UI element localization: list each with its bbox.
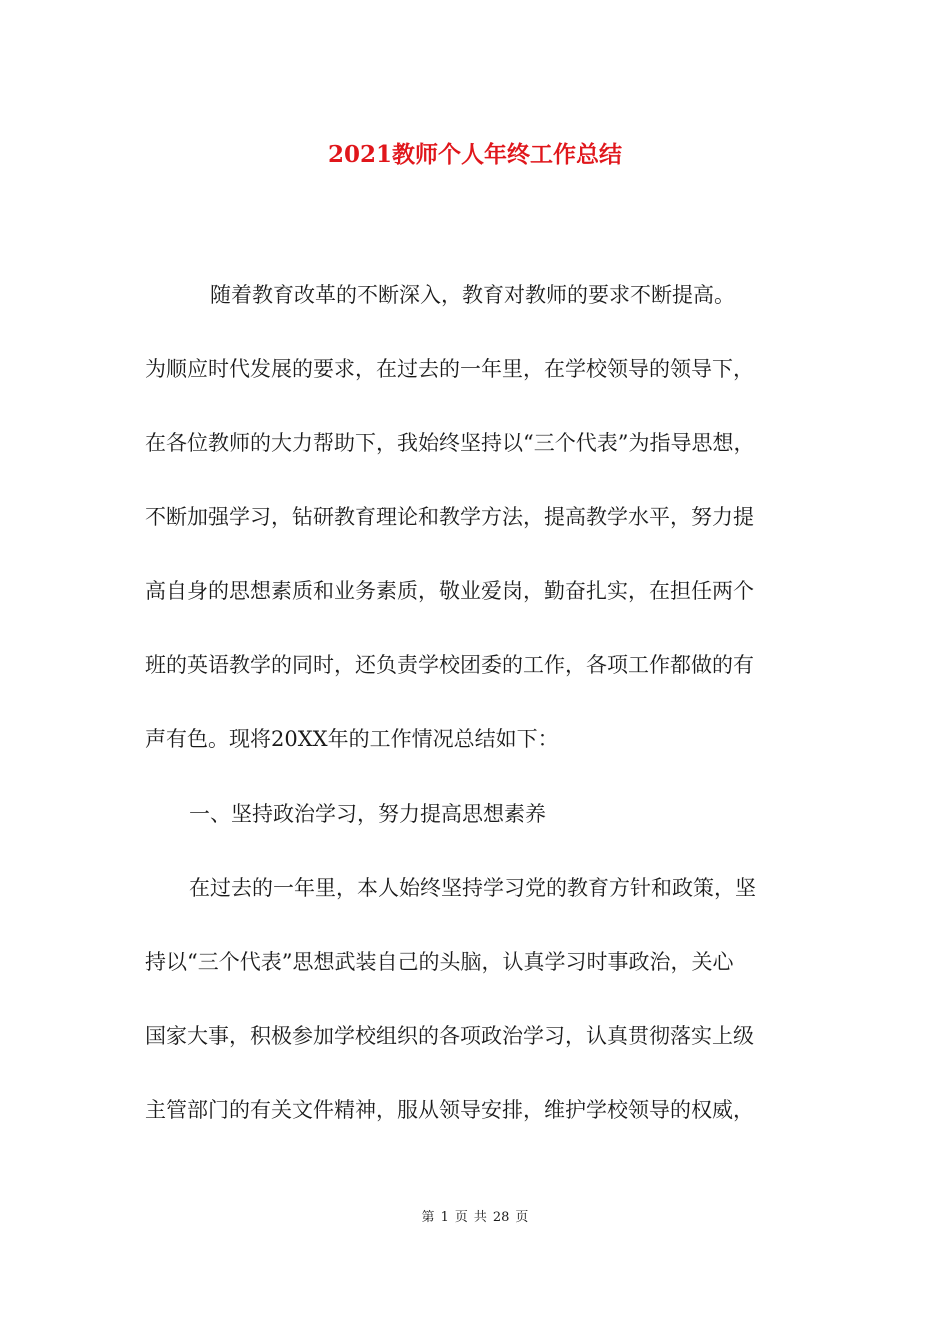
paragraph-line-7: 声有色。现将20XX年的工作情况总结如下： [145,727,559,751]
paragraph-line-10: 持以“三个代表”思想武装自己的头脑，认真学习时事政治，关心 [145,950,734,974]
footer-page-label: 页 [454,1210,468,1225]
section-heading: 一、坚持政治学习，努力提高思想素养 [189,802,546,826]
document-title: 2021教师个人年终工作总结 [327,141,622,168]
footer-page-number: 1 [440,1210,449,1225]
paragraph-line-5: 高自身的思想素质和业务素质，敬业爱岗，勤奋扎实，在担任两个 [145,579,754,603]
paragraph-line-12: 主管部门的有关文件精神，服从领导安排，维护学校领导的权威， [145,1098,754,1122]
footer-prefix: 第 [421,1210,435,1225]
paragraph-line-2: 为顺应时代发展的要求，在过去的一年里，在学校领导的领导下， [145,357,754,381]
paragraph-line-6: 班的英语教学的同时，还负责学校团委的工作，各项工作都做的有 [145,653,754,677]
paragraph-line-11: 国家大事，积极参加学校组织的各项政治学习，认真贯彻落实上级 [145,1024,754,1048]
paragraph-line-9: 在过去的一年里，本人始终坚持学习党的教育方针和政策，坚 [189,876,756,900]
footer-total-label: 共 [473,1210,487,1225]
paragraph-line-1: 随着教育改革的不断深入，教育对教师的要求不断提高。 [210,283,735,307]
paragraph-line-3: 在各位教师的大力帮助下，我始终坚持以“三个代表”为指导思想， [145,431,755,455]
page-footer [0,1208,950,1228]
footer-suffix: 页 [515,1210,529,1225]
paragraph-line-4: 不断加强学习，钻研教育理论和教学方法，提高教学水平，努力提 [145,505,754,529]
footer-total-pages: 28 [492,1210,510,1225]
